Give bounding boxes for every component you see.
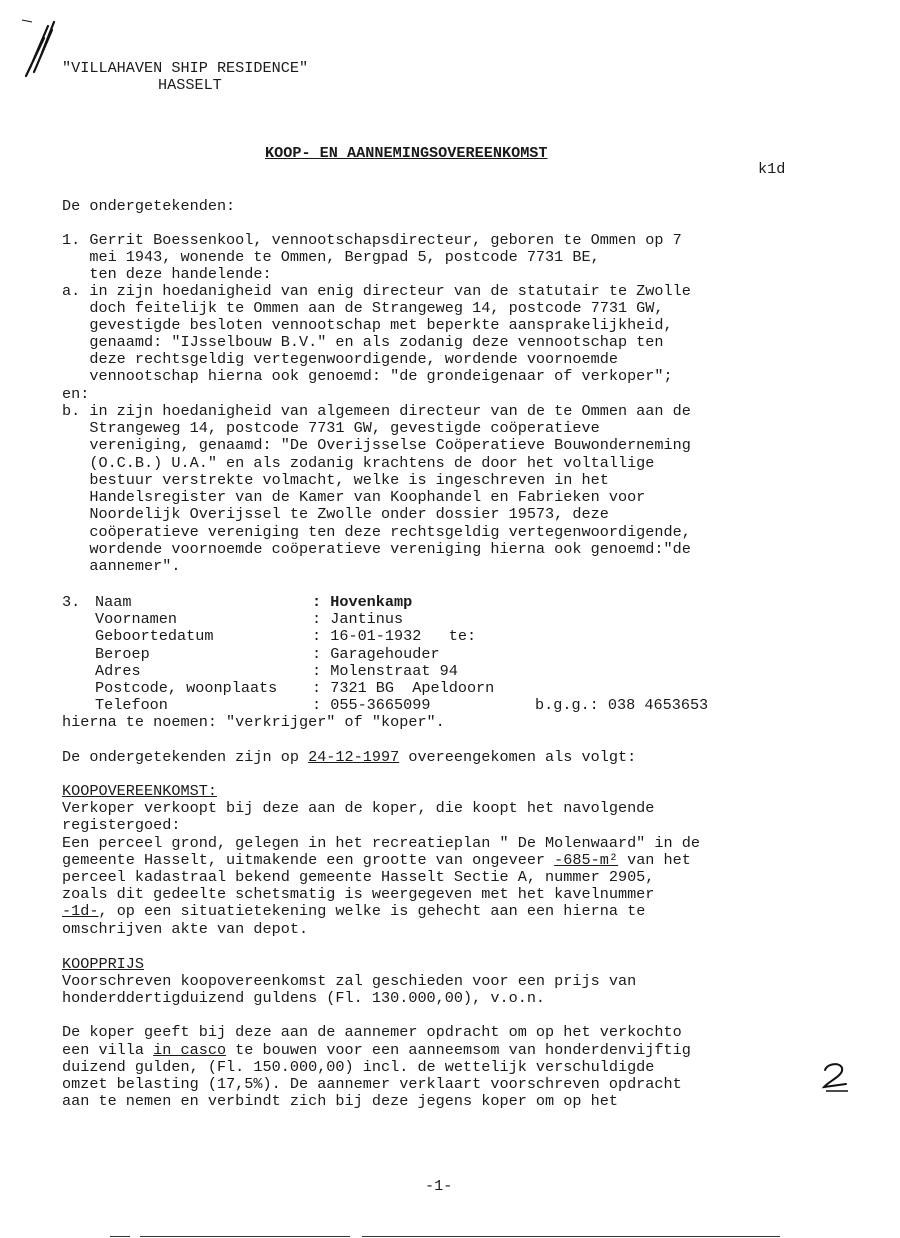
buyer-number: 3.	[62, 593, 81, 611]
koop-text: gemeente Hasselt, uitmakende een grootte van ongeveer	[62, 851, 555, 869]
buyer-alt-phone: b.g.g.: 038 4653653	[535, 696, 709, 714]
construction-line: duizend gulden, (Fl. 150.000,00) incl. de wettelijk verschuldigde	[62, 1058, 655, 1076]
agreement-post: overeengekomen als volgt:	[399, 748, 637, 766]
construction-text: te bouwen voor een aanneemsom van honderdenvijftig	[226, 1041, 691, 1059]
buyer-field-value: : Jantinus	[312, 610, 404, 628]
agreement-line	[62, 749, 636, 766]
party1-line: mei 1943, wonende te Ommen, Bergpad 5, postcode 7731 BE,	[62, 248, 600, 266]
section-heading-koop: KOOPOVEREENKOMST:	[62, 782, 217, 800]
construction-line: omzet belasting (17,5%). De aannemer verklaart voorschreven opdracht	[62, 1075, 682, 1093]
construction-line: De koper geeft bij deze aan de aannemer opdracht om op het verkochto	[62, 1023, 682, 1041]
koop-line	[62, 852, 691, 869]
koop-text: , op een situatietekening welke is gehecht aan een hierna te	[98, 902, 646, 920]
party1a-line: a. in zijn hoedanigheid van enig directeur van de statutair te Zwolle	[62, 282, 691, 300]
koop-line: Een perceel grond, gelegen in het recreatieplan " De Molenwaard" in de	[62, 834, 700, 852]
party1b-line: b. in zijn hoedanigheid van algemeen directeur van de te Ommen aan de	[62, 402, 691, 420]
project-name: "VILLAHAVEN SHIP RESIDENCE"	[62, 59, 309, 77]
party1b-line: (O.C.B.) U.A." en als zodanig krachtens de door het voltallige	[62, 454, 655, 472]
buyer-field-label: Postcode, woonplaats	[95, 679, 278, 697]
party1b-line: Strangeweg 14, postcode 7731 GW, gevestigde coöperatieve	[62, 419, 600, 437]
party1a-line: doch feitelijk te Ommen aan de Strangeweg 14, postcode 7731 GW,	[62, 299, 664, 317]
price-line: honderddertigduizend guldens (Fl. 130.000,00), v.o.n.	[62, 989, 546, 1007]
agreement-date: 24-12-1997	[308, 748, 400, 766]
agreement-pre: De ondergetekenden zijn op	[62, 748, 309, 766]
party1a-line: genaamd: "IJsselbouw B.V." en als zodanig deze vennootschap ten	[62, 333, 664, 351]
buyer-outro: hierna te noemen: "verkrijger" of "koper".	[62, 713, 445, 731]
party1-line: ten deze handelende:	[62, 265, 272, 283]
price-line: Voorschreven koopovereenkomst zal geschieden voor een prijs van	[62, 972, 637, 990]
section-heading-price: KOOPPRIJS	[62, 955, 145, 973]
party1b-line: coöperatieve vereniging ten deze rechtsgeldig vertegenwoordigende,	[62, 523, 691, 541]
buyer-field-label: Voornamen	[95, 610, 178, 628]
plot-area: -685-m²	[554, 851, 618, 869]
party1b-line: Noordelijk Overijssel te Zwolle onder dossier 19573, deze	[62, 505, 609, 523]
party1a-line: vennootschap hierna ook genoemd: "de grondeigenaar of verkoper";	[62, 367, 673, 385]
handwritten-mark-icon	[18, 18, 58, 78]
footer-rule	[110, 1236, 130, 1237]
koop-line: Verkoper verkoopt bij deze aan de koper, die koopt het navolgende	[62, 799, 655, 817]
buyer-field-label: Naam	[95, 593, 132, 611]
party1a-line: deze rechtsgeldig vertegenwoordigende, wordende voornoemde	[62, 350, 618, 368]
document-title: KOOP- EN AANNEMINGSOVEREENKOMST	[265, 144, 548, 162]
buyer-field-value: : 16-01-1932 te:	[312, 627, 477, 645]
koop-line: registergoed:	[62, 816, 181, 834]
koop-line: zoals dit gedeelte schetsmatig is weergegeven met het kavelnummer	[62, 885, 655, 903]
party1-line: 1. Gerrit Boessenkool, vennootschapsdirecteur, geboren te Ommen op 7	[62, 231, 682, 249]
footer-rule	[140, 1236, 350, 1237]
casco-term: in casco	[153, 1041, 227, 1059]
buyer-field-value: : Garagehouder	[312, 645, 440, 663]
conjunction: en:	[62, 385, 90, 403]
intro-text: De ondergetekenden:	[62, 197, 236, 215]
buyer-field-value: : Molenstraat 94	[312, 662, 458, 680]
construction-line	[62, 1042, 691, 1059]
party1b-line: bestuur verstrekte volmacht, welke is ingeschreven in het	[62, 471, 609, 489]
buyer-field-value: : 055-3665099	[312, 696, 431, 714]
project-place: HASSELT	[158, 76, 222, 94]
koop-line: perceel kadastraal bekend gemeente Hasselt Sectie A, nummer 2905,	[62, 868, 655, 886]
lot-number: -1d-	[62, 902, 99, 920]
party1b-line: aannemer".	[62, 557, 181, 575]
buyer-field-value: : Hovenkamp	[312, 593, 413, 611]
koop-line: omschrijven akte van depot.	[62, 920, 309, 938]
koop-line	[62, 903, 645, 920]
party1b-line: wordende voornoemde coöperatieve vereniging hierna ook genoemd:"de	[62, 540, 691, 558]
construction-line: aan te nemen en verbindt zich bij deze jegens koper om op het	[62, 1092, 618, 1110]
page-number: -1-	[425, 1177, 453, 1195]
party1a-line: gevestigde besloten vennootschap met beperkte aansprakelijkheid,	[62, 316, 673, 334]
party1b-line: vereniging, genaamd: "De Overijsselse Coöperatieve Bouwonderneming	[62, 436, 691, 454]
handwritten-number-icon	[820, 1060, 854, 1094]
buyer-field-value: : 7321 BG Apeldoorn	[312, 679, 495, 697]
construction-text: een villa	[62, 1041, 154, 1059]
koop-text: van het	[617, 851, 691, 869]
document-code: k1d	[758, 160, 786, 178]
buyer-field-label: Adres	[95, 662, 141, 680]
footer-rule	[362, 1236, 780, 1237]
buyer-field-label: Beroep	[95, 645, 150, 663]
buyer-field-label: Telefoon	[95, 696, 168, 714]
buyer-field-label: Geboortedatum	[95, 627, 214, 645]
party1b-line: Handelsregister van de Kamer van Koophandel en Fabrieken voor	[62, 488, 646, 506]
